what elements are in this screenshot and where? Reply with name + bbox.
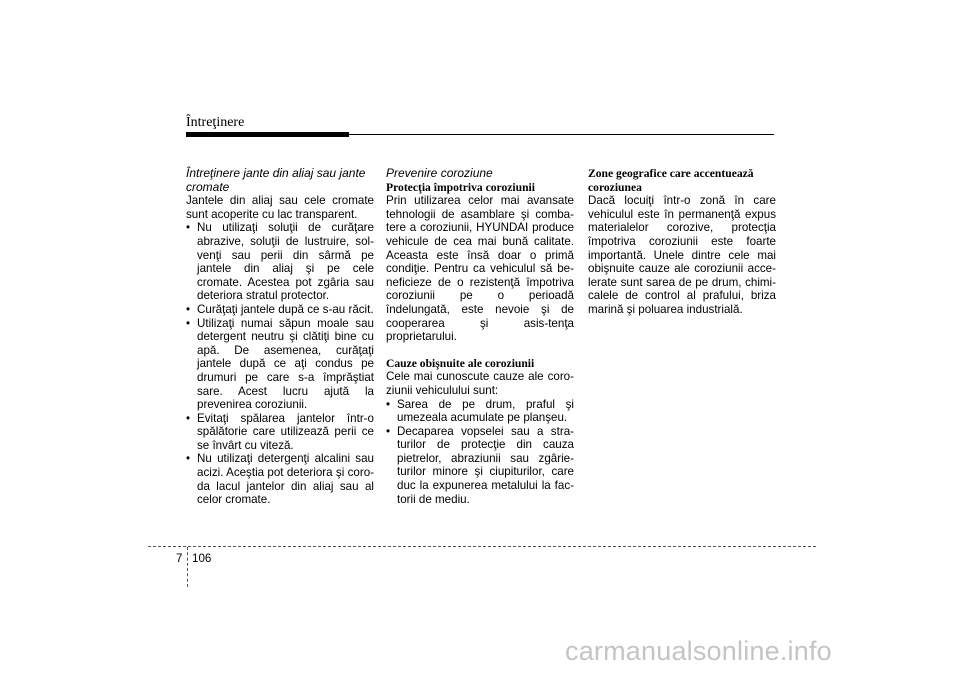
subheading: Cauze obişnuite ale coroziunii xyxy=(386,356,535,370)
section-number: 7 xyxy=(176,552,183,565)
paragraph: Prin utilizarea celor mai avansate tehnologii de asamblare şi comba-tere a coroziunii, HYUNDAI produce vehicule de cea mai bună calitate. Aceasta este însă doar o primă condiţie. Pentru ca vehiculul să be-neficieze de o rezistenţă împotriva coroziunii pe o perioadă îndelungată, este nevoie şi de cooperarea şi asis-tenţa proprietarului. xyxy=(386,194,574,344)
list-item: • Curăţaţi jantele după ce s-au răcit. xyxy=(186,303,374,317)
paragraph: Cele mai cunoscute cauze ale coro-ziunii vehiculului sunt: xyxy=(386,370,574,397)
list-item: • Evitaţi spălarea jantelor într-o spălătorie care utilizează perii ce se învârt cu viteză. xyxy=(186,412,374,453)
section-heading: Prevenire coroziune xyxy=(386,166,493,180)
header-rule-thin xyxy=(349,134,774,135)
subheading: Protecţia împotriva coroziunii xyxy=(386,180,535,194)
column-geographic-zones xyxy=(588,167,776,317)
footer-vertical-divider xyxy=(187,547,188,587)
watermark: carmanualsonline.info xyxy=(565,636,832,666)
paragraph: Dacă locuiţi într-o zonă în care vehiculul este în permanenţă expus materialelor corozive, protecţia împotriva coroziunii este foarte importantă. Unele dintre cele mai obişnuite cauze ale coroziunii acce-lerate sunt sarea de pe drum, chimi-calele de control al prafului, briza marină şi poluarea industrială. xyxy=(588,194,776,316)
paragraph: Jantele din aliaj sau cele cromate sunt acoperite cu lac transparent. xyxy=(186,194,374,221)
list-item: • Decaparea vopselei sau a stra-turilor de protecţie din cauza pietrelor, abraziunii sau zgârie-turilor minore şi ciupiturilor, care duc la expunerea metalului la fac-torii de mediu. xyxy=(386,425,574,507)
header-rule-thick xyxy=(186,132,349,137)
footer-divider xyxy=(148,546,816,547)
list-item: • Nu utilizaţi detergenţi alcalini sau acizi. Aceştia pot deteriora şi coro-da lacul jantelor din aliaj sau al celor cromate. xyxy=(186,452,374,506)
bullet-list xyxy=(186,221,374,506)
list-item: • Utilizaţi numai săpun moale sau detergent neutru şi clătiţi bine cu apă. De asemenea, curăţaţi jantele după ce aţi condus pe drumuri pe care s-a împrăştiat sare. Acest lucru ajută la prevenirea coroziunii. xyxy=(186,317,374,412)
column-corrosion-prevention xyxy=(386,167,574,506)
column-alloy-wheels xyxy=(186,167,374,507)
list-item: • Nu utilizaţi soluţii de curăţare abrazive, soluţii de lustruire, sol-venţi sau perii din sârmă pe jantele din aliaj şi pe cele cromate. Acestea pot zgâria sau deteriora stratul protector. xyxy=(186,221,374,303)
section-heading: Întreţinere jante din aliaj sau jante cromate xyxy=(186,166,366,194)
subheading: Zone geografice care accentuează coroziunea xyxy=(588,167,754,194)
header-title: Întreţinere xyxy=(186,115,245,130)
page-number: 106 xyxy=(192,552,212,565)
list-item: • Sarea de pe drum, praful şi umezeala acumulate pe planşeu. xyxy=(386,398,574,425)
bullet-list xyxy=(386,398,574,507)
